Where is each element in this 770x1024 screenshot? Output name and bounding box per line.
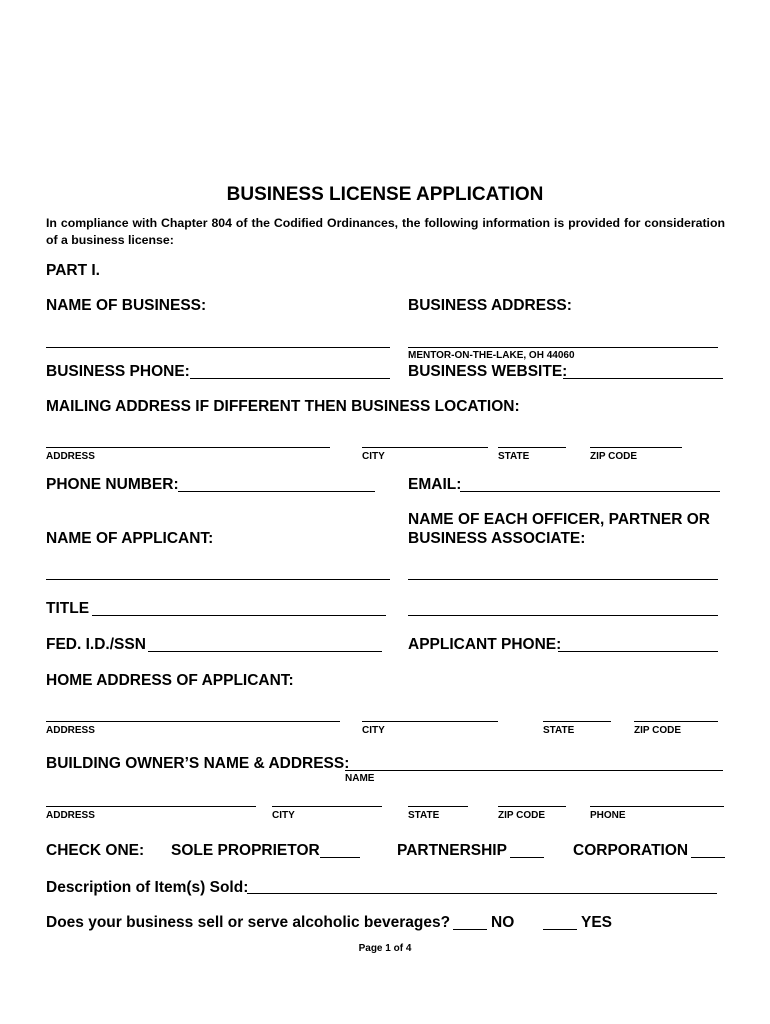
business-website-label: BUSINESS WEBSITE: xyxy=(408,363,568,380)
business-address-field[interactable] xyxy=(408,347,718,348)
owner-phone-field[interactable] xyxy=(590,806,724,807)
owner-state-field[interactable] xyxy=(408,806,468,807)
email-field[interactable] xyxy=(460,491,720,492)
name-of-business-label: NAME OF BUSINESS: xyxy=(46,297,207,314)
alcohol-no-label: NO xyxy=(491,914,515,931)
mailing-city-caption: CITY xyxy=(362,451,385,462)
description-label: Description of Item(s) Sold: xyxy=(46,879,249,896)
owner-state-caption: STATE xyxy=(408,810,440,821)
mailing-address-label: MAILING ADDRESS IF DIFFERENT THEN BUSINESS LOCATION: xyxy=(46,398,520,415)
building-owner-label: BUILDING OWNER’S NAME & ADDRESS: xyxy=(46,755,350,772)
business-address-label: BUSINESS ADDRESS: xyxy=(408,297,572,314)
officer-field-1[interactable] xyxy=(408,579,718,580)
alcohol-question: Does your business sell or serve alcoholic beverages? xyxy=(46,914,451,931)
home-address-caption: ADDRESS xyxy=(46,725,95,736)
home-city-field[interactable] xyxy=(362,721,498,722)
title-label: TITLE xyxy=(46,600,90,617)
mailing-zip-field[interactable] xyxy=(590,447,682,448)
intro-text: In compliance with Chapter 804 of the Codified Ordinances, the following information is provided for consideration of a business license: xyxy=(46,216,725,247)
email-label: EMAIL: xyxy=(408,476,462,493)
officer-label-line1: NAME OF EACH OFFICER, PARTNER OR xyxy=(408,511,710,528)
owner-name-caption: NAME xyxy=(345,773,375,784)
building-owner-name-field[interactable] xyxy=(345,770,723,771)
name-of-applicant-label: NAME OF APPLICANT: xyxy=(46,530,214,547)
mailing-state-field[interactable] xyxy=(498,447,566,448)
owner-zip-field[interactable] xyxy=(498,806,566,807)
partnership-label: PARTNERSHIP xyxy=(397,842,507,859)
home-address-field[interactable] xyxy=(46,721,340,722)
phone-number-label: PHONE NUMBER: xyxy=(46,476,179,493)
home-zip-field[interactable] xyxy=(634,721,718,722)
applicant-phone-label: APPLICANT PHONE: xyxy=(408,636,562,653)
home-zip-caption: ZIP CODE xyxy=(634,725,682,736)
alcohol-no-checkbox[interactable] xyxy=(453,929,487,930)
name-of-business-field[interactable] xyxy=(46,347,390,348)
officer-label-line2: BUSINESS ASSOCIATE: xyxy=(408,530,586,547)
fed-id-label: FED. I.D./SSN xyxy=(46,636,146,653)
check-one-label: CHECK ONE: xyxy=(46,842,145,859)
business-city-state: MENTOR-ON-THE-LAKE, OH 44060 xyxy=(408,350,575,361)
business-website-field[interactable] xyxy=(563,378,723,379)
part-heading: PART I. xyxy=(46,262,100,279)
owner-phone-caption: PHONE xyxy=(590,810,626,821)
business-phone-field[interactable] xyxy=(190,378,390,379)
applicant-phone-field[interactable] xyxy=(558,651,718,652)
sole-proprietor-checkbox[interactable] xyxy=(320,857,360,858)
home-state-field[interactable] xyxy=(543,721,611,722)
corporation-checkbox[interactable] xyxy=(691,857,725,858)
owner-address-field[interactable] xyxy=(46,806,256,807)
fed-id-field[interactable] xyxy=(148,651,382,652)
mailing-address-caption: ADDRESS xyxy=(46,451,95,462)
mailing-address-field[interactable] xyxy=(46,447,330,448)
owner-zip-caption: ZIP CODE xyxy=(498,810,546,821)
description-field[interactable] xyxy=(247,893,717,894)
mailing-city-field[interactable] xyxy=(362,447,488,448)
phone-number-field[interactable] xyxy=(178,491,375,492)
mailing-zip-caption: ZIP CODE xyxy=(590,451,638,462)
officer-field-2[interactable] xyxy=(408,615,718,616)
alcohol-yes-checkbox[interactable] xyxy=(543,929,577,930)
page-title: BUSINESS LICENSE APPLICATION xyxy=(226,184,544,205)
owner-city-field[interactable] xyxy=(272,806,382,807)
home-state-caption: STATE xyxy=(543,725,575,736)
page-number: Page 1 of 4 xyxy=(358,943,412,954)
alcohol-yes-label: YES xyxy=(581,914,613,931)
home-city-caption: CITY xyxy=(362,725,385,736)
name-of-applicant-field[interactable] xyxy=(46,579,390,580)
owner-address-caption: ADDRESS xyxy=(46,810,95,821)
owner-city-caption: CITY xyxy=(272,810,295,821)
sole-proprietor-label: SOLE PROPRIETOR xyxy=(171,842,320,859)
title-field[interactable] xyxy=(92,615,386,616)
mailing-state-caption: STATE xyxy=(498,451,530,462)
partnership-checkbox[interactable] xyxy=(510,857,544,858)
business-phone-label: BUSINESS PHONE: xyxy=(46,363,190,380)
home-address-label: HOME ADDRESS OF APPLICANT: xyxy=(46,672,294,689)
corporation-label: CORPORATION xyxy=(573,842,689,859)
